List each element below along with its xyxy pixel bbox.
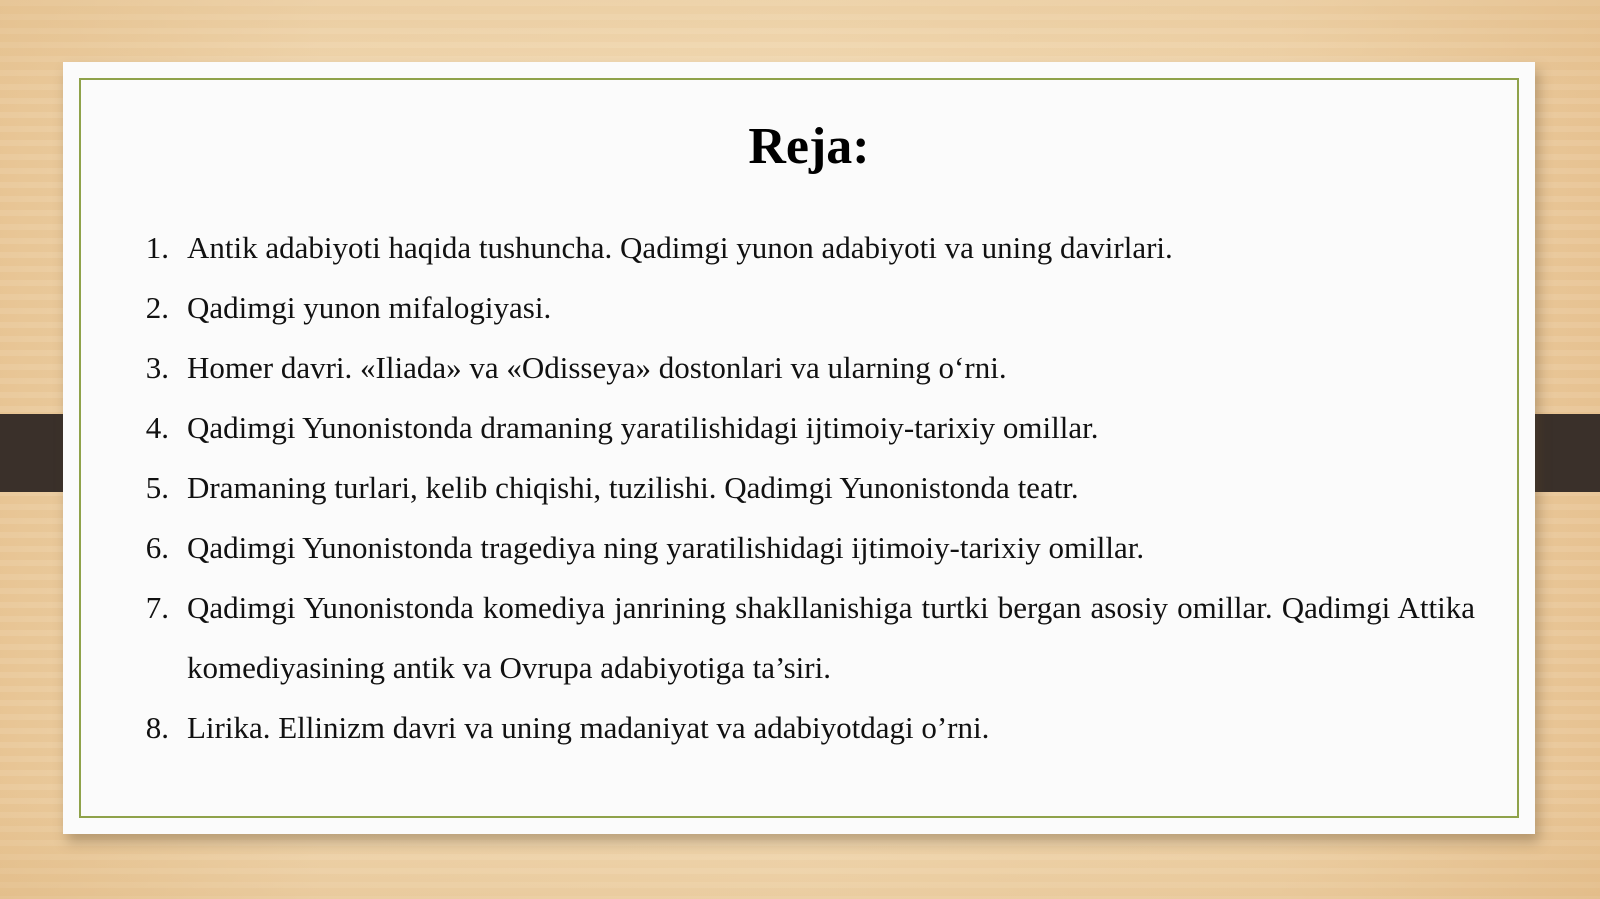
list-item xyxy=(123,398,1475,458)
slide-title: Reja: xyxy=(748,118,870,175)
list-item xyxy=(123,218,1475,278)
list-item-number: 2. xyxy=(145,290,169,325)
list-item-text: Qadimgi Yunonistonda dramaning yaratilishidagi ijtimoiy-tarixiy omillar. xyxy=(187,410,1099,445)
list-item-text: Dramaning turlari, kelib chiqishi, tuzilishi. Qadimgi Yunonistonda teatr. xyxy=(187,470,1079,505)
list-item-number: 5. xyxy=(145,470,169,505)
list-item-number: 4. xyxy=(145,410,169,445)
list-item-text: Qadimgi yunon mifalogiyasi. xyxy=(187,290,552,325)
list-item-text: Lirika. Ellinizm davri va uning madaniyat va adabiyotdagi o’rni. xyxy=(187,710,990,745)
list-item-number: 3. xyxy=(145,350,169,385)
list-item xyxy=(123,338,1475,398)
list-item-text: Qadimgi Yunonistonda tragediya ning yaratilishidagi ijtimoiy-tarixiy omillar. xyxy=(187,530,1145,565)
list-item xyxy=(123,578,1475,698)
list-item xyxy=(123,518,1475,578)
list-item-text: Qadimgi Yunonistonda komediya janrining shakllanishiga turtki bergan asosiy omillar. Qadimgi Attika komediyasining antik va Ovrupa adabiyotiga ta’siri. xyxy=(187,590,1475,685)
list-item-text: Homer davri. «Iliada» va «Odisseya» dostonlari va ularning o‘rni. xyxy=(187,350,1007,385)
list-item-number: 6. xyxy=(145,530,169,565)
list-item xyxy=(123,698,1475,758)
list-item-number: 7. xyxy=(145,590,169,625)
list-item-number: 8. xyxy=(145,710,169,745)
slide-card xyxy=(63,62,1535,834)
plan-list xyxy=(123,218,1475,758)
list-item xyxy=(123,278,1475,338)
list-item xyxy=(123,458,1475,518)
list-item-text: Antik adabiyoti haqida tushuncha. Qadimgi yunon adabiyoti va uning davirlari. xyxy=(187,230,1173,265)
list-item-number: 1. xyxy=(145,230,169,265)
